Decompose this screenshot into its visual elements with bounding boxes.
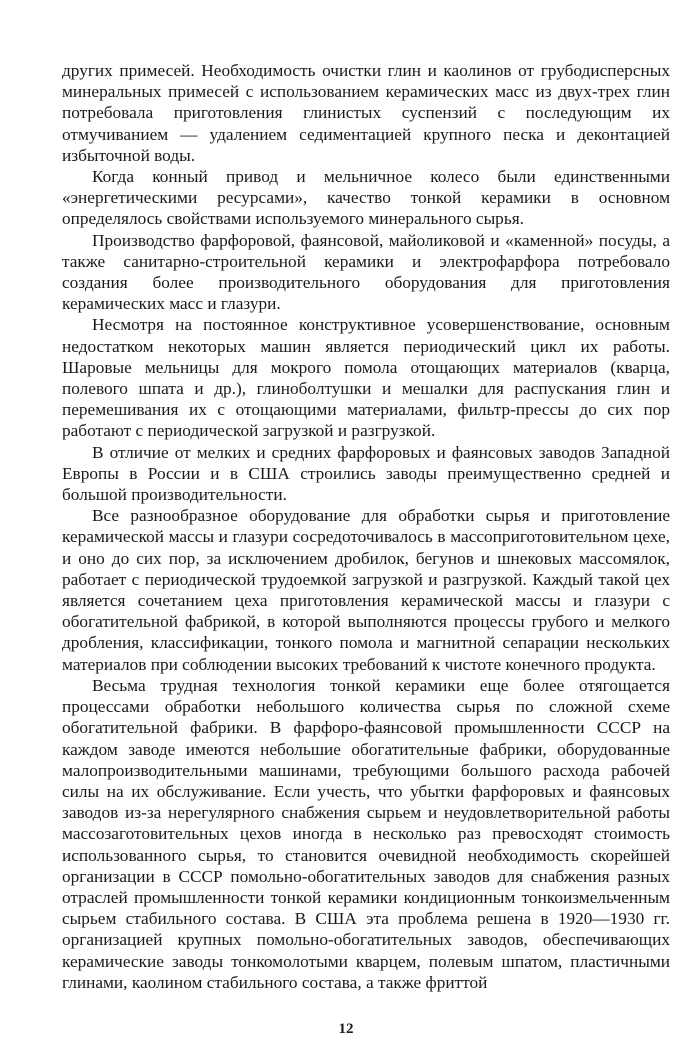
page-number: 12	[338, 1021, 354, 1037]
page-body	[62, 60, 670, 993]
paragraph-energy-resources: Когда конный привод и мельничное колесо были единственными «энергетическими ресурсами», качество тонкой керамики в основном определялось свойствами используемого минерального сырья.	[62, 167, 670, 229]
paragraph-technology: Весьма трудная технология тонкой керамики еще более отягощается процессами обработки небольшого количества сырья по сложной схеме обогатительной фабрики. В фарфоро-фаянсовой промышленности СССР на каждом заводе имеются небольшие обогатительные фабрики, оборудованные малопроизводительными машинами, требующими большого расхода рабочей силы на их обслуживание. Если учесть, что убытки фарфоровых и фаянсовых заводов из-за нерегулярного снабжения сырьем и неудовлетворительной работы массозаготовительных цехов иногда в несколько раз превосходят стоимость использованного сырья, то становится очевидной необходимость скорейшей организации в СССР помольно-обогатительных заводов для снабжения разных отраслей промышленности тонкой керамики кондиционным тонкоизмельченным сырьем стабильного состава. В США эта проблема решена в 1920—1930 гг. организацией крупных помольно-обогатительных заводов, обеспечивающих керамические заводы тонкомолотыми кварцем, полевым шпатом, пластичными глинами, каолином стабильного состава, а также фриттой	[62, 675, 670, 992]
paragraph-western-europe: В отличие от мелких и средних фарфоровых и фаянсовых заводов Западной Европы в России и в США строились заводы преимущественно средней и большой производительности.	[62, 442, 670, 505]
paragraph-production: Производство фарфоровой, фаянсовой, майоликовой и «каменной» посуды, а также санитарно-строительной керамики и электрофарфора потребовало создания более производительного оборудования для приготовления керамических масс и глазури.	[62, 230, 670, 314]
paragraph-equipment: Все разнообразное оборудование для обработки сырья и приготовление керамической массы и глазури сосредоточивалось в массоприготовительном цехе, и оно до сих пор, за исключением дробилок, бегунов и шнековых массомялок, работает с периодической трудоемкой загрузкой и разгрузкой. Каждый такой цех является сочетанием цеха приготовления керамической массы и глазури с обогатительной фабрикой, в которой выполняются процессы грубого и мелкого дробления, классификации, тонкого помола и магнитной сепарации нескольких материалов при соблюдении высоких требований к чистоте конечного продукта.	[62, 506, 670, 674]
paragraph-continuation: других примесей. Необходимость очистки глин и каолинов от грубодисперсных минеральных примесей с использованием керамических масс из двух-трех глин потребовала приготовления глинистых суспензий с последующим их отмучиванием — удалением седиментацией крупного песка и деконтацией избыточной воды.	[62, 61, 670, 165]
paragraph-machine-drawbacks: Несмотря на постоянное конструктивное усовершенствование, основным недостатком некоторых машин является периодический цикл их работы. Шаровые мельницы для мокрого помола отощающих материалов (кварца, полевого шпата и др.), глиноболтушки и мешалки для распускания глин и перемешивания их с отощающими материалами, фильтр-прессы до сих пор работают с периодической загрузкой и разгрузкой.	[62, 315, 670, 441]
